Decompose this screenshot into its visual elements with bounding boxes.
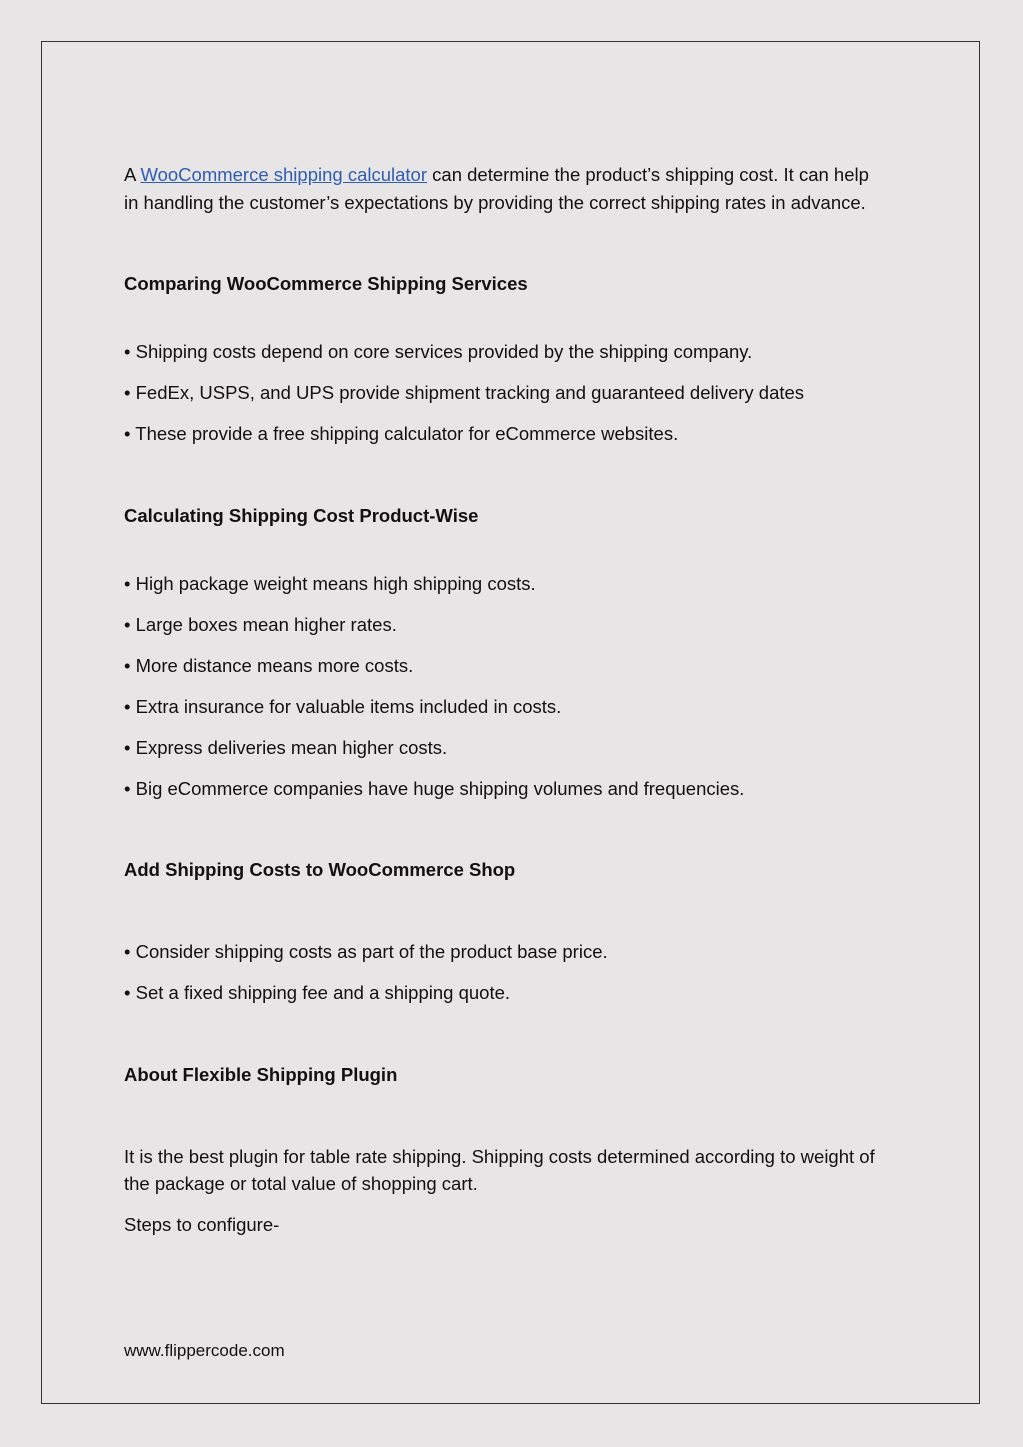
list-item: • Shipping costs depend on core services provided by the shipping company. — [124, 341, 753, 362]
steps-label: Steps to configure- — [124, 1214, 280, 1235]
intro-prefix: A — [124, 164, 141, 185]
plugin-paragraph-line-1: It is the best plugin for table rate shipping. Shipping costs determined according to weight of — [124, 1146, 875, 1167]
section-heading-comparing: Comparing WooCommerce Shipping Services — [124, 273, 528, 294]
list-item: • More distance means more costs. — [124, 655, 414, 676]
section-heading-add-shipping: Add Shipping Costs to WooCommerce Shop — [124, 859, 516, 880]
section-heading-flexible-shipping: About Flexible Shipping Plugin — [124, 1064, 398, 1085]
intro-line-1 — [124, 161, 869, 189]
intro-line-2: in handling the customer’s expectations by providing the correct shipping rates in advance. — [124, 192, 866, 213]
plugin-paragraph-line-2: the package or total value of shopping cart. — [124, 1173, 478, 1194]
intro-line1-suffix: can determine the product’s shipping cost. It can help — [427, 164, 869, 185]
page-border — [41, 41, 980, 1404]
list-item: • FedEx, USPS, and UPS provide shipment tracking and guaranteed delivery dates — [124, 382, 805, 403]
list-item: • These provide a free shipping calculator for eCommerce websites. — [124, 423, 679, 444]
list-item: • Extra insurance for valuable items included in costs. — [124, 696, 562, 717]
section-heading-calculating: Calculating Shipping Cost Product-Wise — [124, 505, 479, 526]
list-item: • Consider shipping costs as part of the product base price. — [124, 941, 608, 962]
list-item: • Express deliveries mean higher costs. — [124, 737, 448, 758]
list-item: • Set a fixed shipping fee and a shipping quote. — [124, 982, 511, 1003]
list-item: • Large boxes mean higher rates. — [124, 614, 397, 635]
woocommerce-shipping-calculator-link[interactable]: WooCommerce shipping calculator — [140, 164, 428, 185]
footer-url: www.flippercode.com — [124, 1341, 285, 1360]
list-item: • Big eCommerce companies have huge shipping volumes and frequencies. — [124, 778, 745, 799]
list-item: • High package weight means high shipping costs. — [124, 573, 536, 594]
